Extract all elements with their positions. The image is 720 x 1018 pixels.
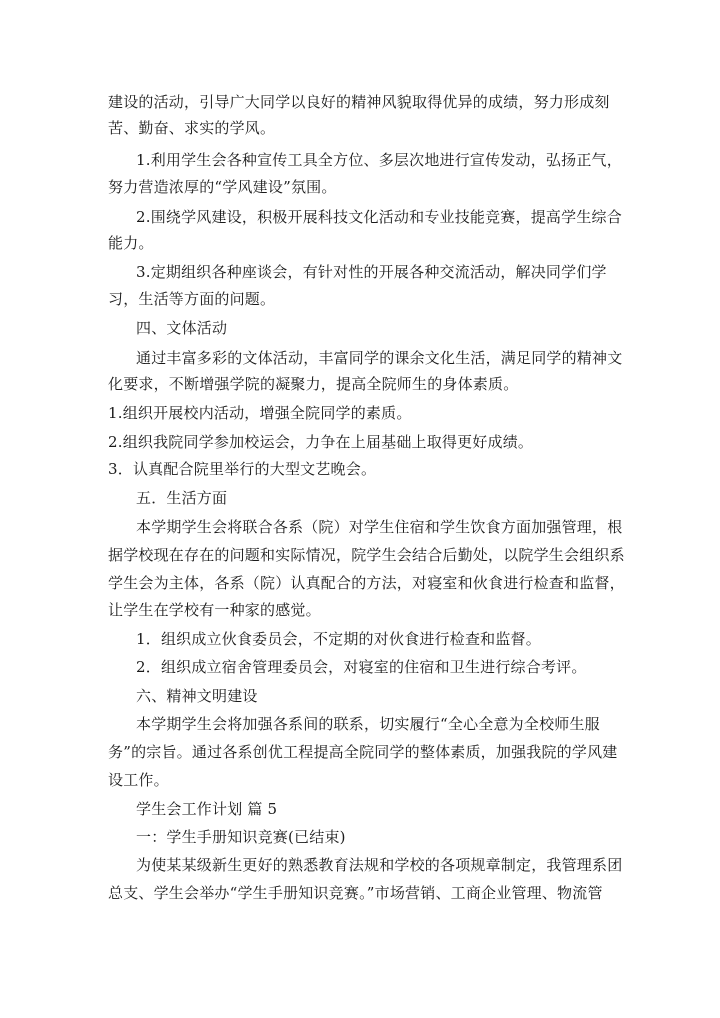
text-line: 学生会为主体，各系（院）认真配合的方法，对寝室和伙食进行检查和监督， — [108, 574, 625, 592]
list-item: 3.定期组织各种座谈会，有针对性的开展各种交流活动，解决同学们学 — [136, 263, 607, 281]
text-line: 化要求，不断增强学院的凝聚力，提高全院师生的身体素质。 — [108, 375, 519, 393]
text-line: 设工作。 — [108, 771, 169, 789]
list-item: 1.利用学生会各种宣传工具全方位、多层次地进行宣传发动，弘扬正气， — [136, 151, 622, 169]
list-item: 2.围绕学风建设，积极开展科技文化活动和专业技能竞赛，提高学生综合 — [136, 208, 622, 226]
section-heading: 四、文体活动 — [136, 319, 228, 337]
section-heading: 一：学生手册知识竞赛(已结束) — [136, 828, 346, 846]
text-line: 本学期学生会将加强各系间的联系，切实履行“全心全意为全校师生服 — [136, 715, 600, 733]
text-line: 本学期学生会将联合各系（院）对学生住宿和学生饮食方面加强管理，根 — [136, 518, 623, 536]
text-line: 让学生在学校有一种家的感觉。 — [108, 601, 321, 619]
list-item: 1．组织成立伙食委员会，不定期的对伙食进行检查和监督。 — [136, 630, 541, 648]
text-line: 据学校现在存在的问题和实际情况，院学生会结合后勤处，以院学生会组织系 — [108, 546, 625, 564]
text-line: 能力。 — [108, 234, 154, 252]
list-item: 1.组织开展校内活动，增强全院同学的素质。 — [108, 404, 412, 422]
text-line: 建设的活动，引导广大同学以良好的精神风貌取得优异的成绩，努力形成刻 — [108, 93, 610, 111]
list-item: 2．组织成立宿舍管理委员会，对寝室的住宿和卫生进行综合考评。 — [136, 658, 587, 676]
text-line: 为使某某级新生更好的熟悉教育法规和学校的各项规章制定，我管理系团 — [136, 856, 623, 874]
subsection-title: 学生会工作计划 篇 5 — [136, 800, 278, 818]
list-item: 2.组织我院同学参加校运会，力争在上届基础上取得更好成绩。 — [108, 433, 534, 451]
section-heading: 五．生活方面 — [136, 489, 228, 507]
list-item: 3．认真配合院里举行的大型文艺晚会。 — [108, 460, 377, 478]
section-heading: 六、精神文明建设 — [136, 687, 258, 705]
text-line: 务”的宗旨。通过各系创优工程提高全院同学的整体素质，加强我院的学风建 — [108, 743, 618, 761]
text-line: 努力营造浓厚的“学风建设”氛围。 — [108, 178, 337, 196]
text-line: 习，生活等方面的问题。 — [108, 290, 276, 308]
text-line: 苦、勤奋、求实的学风。 — [108, 119, 276, 137]
text-line: 总支、学生会举办“学生手册知识竞赛。”市场营销、工商企业管理、物流管 — [108, 884, 603, 902]
text-line: 通过丰富多彩的文体活动，丰富同学的课余文化生活，满足同学的精神文 — [136, 349, 623, 367]
